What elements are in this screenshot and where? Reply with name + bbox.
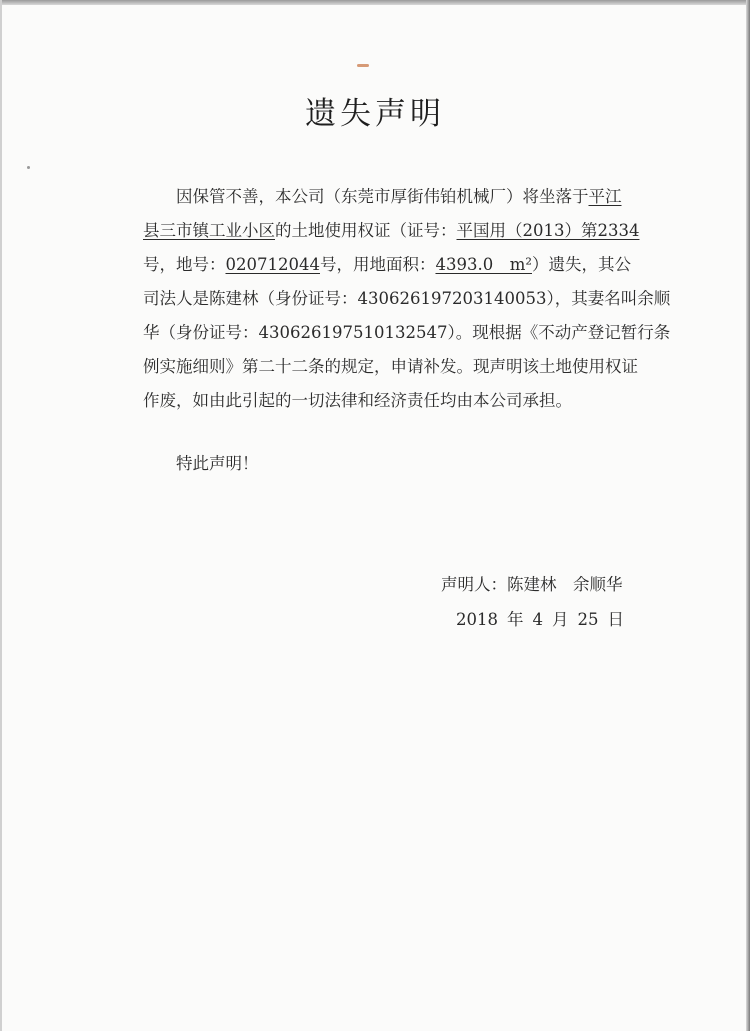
scan-edge-left	[0, 0, 2, 1031]
document-title: 遗失声明	[305, 96, 445, 132]
paragraph-line-6: 例实施细则》第二十二条的规定，申请补发。现声明该土地使用权证	[143, 357, 638, 376]
line-1-text: 因保管不善，本公司（东莞市厚街伟铂机械厂）将坐落于	[176, 187, 589, 206]
declaration-date	[456, 605, 633, 635]
scan-edge-top	[0, 0, 750, 5]
dust-speck	[27, 166, 30, 169]
location-part-1: 平江	[588, 187, 622, 206]
date-year: 2018	[456, 610, 498, 629]
paragraph-line-4: 司法人是陈建林（身份证号：430626197203140053），其妻名叫余顺	[143, 289, 671, 308]
parcel-number: 020712044	[225, 255, 320, 274]
date-year-unit: 年	[507, 610, 524, 629]
declarant-signature: 声明人：陈建林 余顺华	[441, 575, 623, 594]
paragraph-line-1	[143, 180, 663, 214]
paragraph-line-5: 华（身份证号：430626197510132547）。现根据《不动产登记暂行条	[143, 323, 671, 342]
ink-speck	[357, 64, 369, 67]
land-area: 4393.0 m²	[435, 255, 532, 274]
line-3-text-2: 号，用地面积：	[319, 255, 436, 274]
date-day: 25	[577, 610, 599, 629]
paragraph-line-7: 作废，如由此引起的一切法律和经济责任均由本公司承担。	[143, 391, 572, 410]
date-day-unit: 日	[607, 610, 624, 629]
closing-text: 特此声明！	[176, 454, 259, 473]
line-2-text: 的土地使用权证（证号：	[275, 221, 457, 240]
declaration-paragraph	[143, 180, 671, 418]
location-part-2: 县三市镇工业小区	[143, 221, 275, 240]
line-3-text-3: ）遗失，其公	[531, 255, 631, 274]
certificate-number: 平国用（2013）第2334	[456, 221, 640, 240]
date-month: 4	[532, 610, 543, 629]
line-3-text-1: 号，地号：	[143, 255, 226, 274]
paragraph-line-2	[143, 214, 663, 248]
scan-edge-right	[746, 0, 750, 1031]
paragraph-line-3	[143, 248, 663, 282]
date-month-unit: 月	[552, 610, 569, 629]
closing-paragraph	[143, 447, 663, 481]
